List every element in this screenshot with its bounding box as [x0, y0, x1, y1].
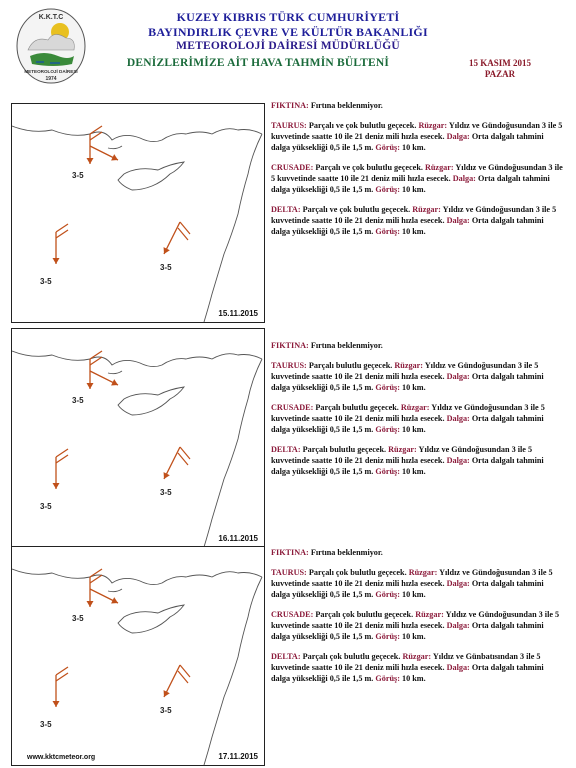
bulletin-date	[440, 58, 560, 80]
coastline-map	[12, 104, 264, 322]
fiktina-paragraph: FIKTINA: Fırtına beklenmiyor.	[271, 548, 383, 557]
wind-arrow-head-icon	[53, 258, 60, 264]
crusade-paragraph: CRUSADE: Parçalı çok bulutlu geçecek. Rüzgar: Yıldız ve Gündoğusundan 3 ile 5 kuvvetinde saatte 10 ile 21 deniz mili hızla esecek. Dalga: Orta dalgalı tahmini dalga yüksekliği 0,5 ile 1,5 m. Görüş: 10 km.	[271, 610, 560, 641]
wind-arrow-head-icon	[53, 483, 60, 489]
bulletin-title: DENİZLERİMİZE AİT HAVA TAHMİN BÜLTENİ	[126, 57, 390, 69]
fiktina-paragraph: FIKTINA: Fırtına beklenmiyor.	[271, 101, 383, 110]
header-line-2: BAYINDIRLIK ÇEVRE VE KÜLTÜR BAKANLIĞI	[148, 25, 428, 39]
header-line-1: KUZEY KIBRIS TÜRK CUMHURİYETİ	[176, 10, 400, 24]
crusade-paragraph: CRUSADE: Parçalı ve çok bulutlu geçecek. Rüzgar: Yıldız ve Gündoğusundan 3 ile 5 kuvvetinde saatte 10 ile 21 deniz mili hızla esecek. Dalga: Orta dalgalı tahmini dalga yüksekliği 0,5 ile 1,5 m. Görüş: 10 km.	[271, 163, 563, 194]
cyprus-island-outline	[118, 162, 184, 190]
day-text: PAZAR	[484, 69, 516, 79]
wave-label-crusade: 3-5	[40, 502, 52, 511]
coastline-map	[12, 329, 264, 547]
bulletin-day-1	[271, 100, 563, 246]
coastline	[12, 351, 262, 547]
wave-label-crusade: 3-5	[40, 277, 52, 286]
delta-paragraph: DELTA: Parçalı bulutlu geçecek. Rüzgar: Yıldız ve Gündoğusundan 3 ile 5 kuvvetinde saatte 10 ile 21 deniz mili hızla esecek. Dalga: Orta dalgalı tahmini dalga yüksekliği 0,5 ile 1,5 m. Görüş: 10 km.	[271, 445, 544, 476]
coastline-segment	[108, 146, 122, 149]
taurus-paragraph: TAURUS: Parçalı çok bulutlu geçecek. Rüzgar: Yıldız ve Gündoğusundan 3 ile 5 kuvvetinde saatte 10 ile 21 deniz mili hızla esecek. Dalga: Orta dalgalı tahmini dalga yüksekliği 0,5 ile 1,5 m. Görüş: 10 km.	[271, 568, 553, 599]
coastline-segment	[12, 569, 262, 585]
coastline-segment	[12, 126, 262, 142]
forecast-map-day-3	[11, 546, 265, 766]
wind-arrow-head-icon	[87, 383, 94, 389]
forecast-map-day-2	[11, 328, 265, 548]
wind-arrow-head-icon	[53, 701, 60, 707]
wave-label-taurus: 3-5	[72, 171, 84, 180]
svg-text:1974: 1974	[45, 76, 57, 82]
svg-text:METEOROLOJİ DAİRESİ: METEOROLOJİ DAİRESİ	[24, 69, 78, 74]
map-date: 15.11.2015	[218, 309, 258, 318]
coastline-segment	[108, 589, 122, 592]
page-header	[0, 0, 576, 92]
coastline	[12, 126, 262, 322]
delta-paragraph: DELTA: Parçalı ve çok bulutlu geçecek. Rüzgar: Yıldız ve Gündoğusundan 3 ile 5 kuvvetinde saatte 10 ile 21 deniz mili hızla esecek. Dalga: Orta dalgalı tahmini dalga yüksekliği 0,5 ile 1,5 m. Görüş: 10 km.	[271, 205, 557, 236]
coastline-map	[12, 547, 264, 765]
wave-label-taurus: 3-5	[72, 614, 84, 623]
coastline-segment	[108, 371, 122, 374]
wind-arrow-head-icon	[87, 601, 94, 607]
website-link[interactable]: www.kktcmeteor.org	[27, 754, 96, 761]
wind-arrow-head-icon	[87, 158, 94, 164]
map-date: 17.11.2015	[218, 752, 258, 761]
wave-label-taurus: 3-5	[72, 396, 84, 405]
wave-label-delta: 3-5	[160, 706, 172, 715]
cyprus-island-outline	[118, 387, 184, 415]
date-text: 15 KASIM 2015	[468, 58, 531, 68]
bulletin-day-3	[271, 547, 563, 693]
svg-text:K.K.T.C: K.K.T.C	[38, 14, 64, 21]
cyprus-island-outline	[118, 605, 184, 633]
wave-label-delta: 3-5	[160, 263, 172, 272]
delta-paragraph: DELTA: Parçalı çok bulutlu geçecek. Rüzgar: Yıldız ve Günbatısından 3 ile 5 kuvvetinde saatte 10 ile 21 deniz mili hızla esecek. Dalga: Orta dalgalı tahmini dalga yüksekliği 0,5 ile 1,5 m. Görüş: 10 km.	[271, 652, 544, 683]
coastline-segment	[204, 577, 262, 765]
taurus-paragraph: TAURUS: Parçalı ve çok bulutlu geçecek. Rüzgar: Yıldız ve Gündoğusundan 3 ile 5 kuvvetinde saatte 10 ile 21 deniz mili hızla esecek. Dalga: Orta dalgalı tahmini dalga yüksekliği 0,5 ile 1,5 m. Görüş: 10 km.	[271, 121, 563, 152]
coastline-segment	[204, 134, 262, 322]
forecast-map-day-1	[11, 103, 265, 323]
coastline-segment	[204, 359, 262, 547]
wave-label-delta: 3-5	[160, 488, 172, 497]
taurus-paragraph: TAURUS: Parçalı bulutlu geçecek. Rüzgar: Yıldız ve Gündoğusundan 3 ile 5 kuvvetinde saatte 10 ile 21 deniz mili hızla esecek. Dalga: Orta dalgalı tahmini dalga yüksekliği 0,5 ile 1,5 m. Görüş: 10 km.	[271, 361, 544, 392]
coastline	[12, 569, 262, 765]
wave-label-crusade: 3-5	[40, 720, 52, 729]
coastline-segment	[12, 351, 262, 367]
crusade-paragraph: CRUSADE: Parçalı bulutlu geçecek. Rüzgar: Yıldız ve Gündoğusundan 3 ile 5 kuvvetinde saatte 10 ile 21 deniz mili hızla esecek. Dalga: Orta dalgalı tahmini dalga yüksekliği 0,5 ile 1,5 m. Görüş: 10 km.	[271, 403, 545, 434]
header-line-3: METEOROLOJİ DAİRESİ MÜDÜRLÜĞÜ	[176, 40, 400, 52]
map-date: 16.11.2015	[218, 534, 258, 543]
fiktina-paragraph: FIKTINA: Fırtına beklenmiyor.	[271, 341, 383, 350]
bulletin-day-2	[271, 340, 563, 486]
